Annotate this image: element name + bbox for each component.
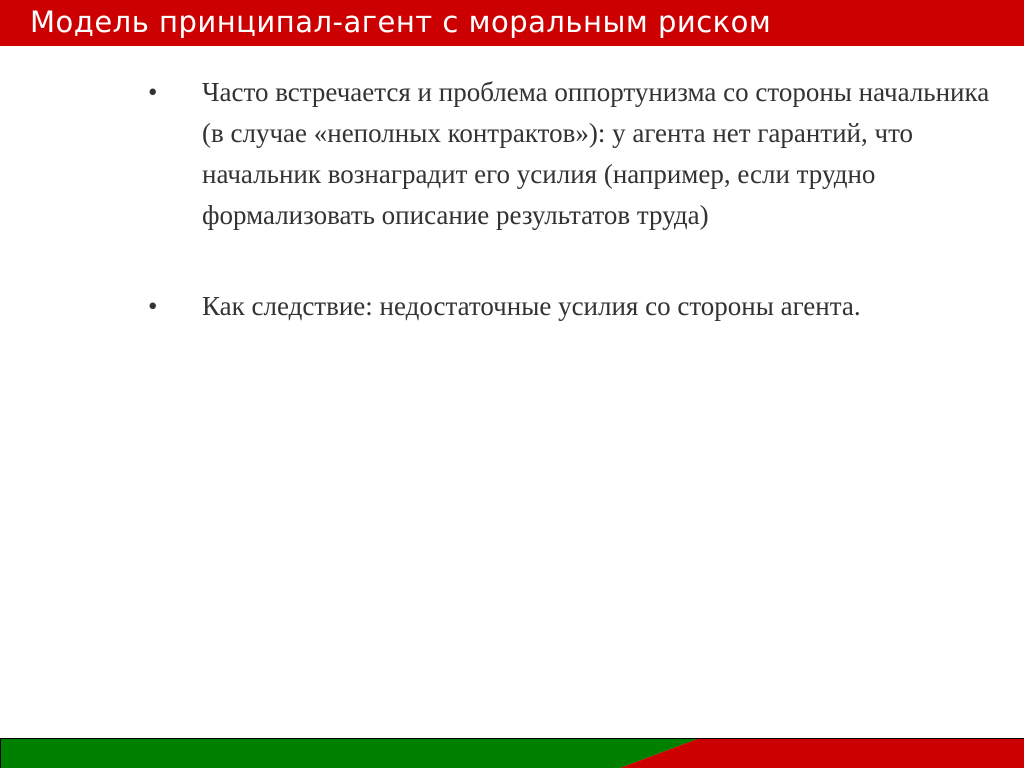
title-bar <box>0 0 1024 46</box>
slide-title: Модель принципал-агент с моральным риском <box>30 5 772 39</box>
bullet-text: Как следствие: недостаточные усилия со стороны агента. <box>202 291 861 321</box>
footer-green-band <box>0 738 700 768</box>
bullet-item <box>148 286 998 327</box>
bullet-item <box>148 72 998 236</box>
bullet-text: Часто встречается и проблема оппортунизма со стороны начальника (в случае «неполных контрактов»): у агента нет гарантий, что начальник вознаградит его усилия (например, если трудно формализовать описание результатов труда) <box>202 77 990 230</box>
footer-decoration <box>0 738 1024 768</box>
bullet-icon: • <box>148 77 158 107</box>
bullet-list <box>148 72 998 327</box>
bullet-icon: • <box>148 291 158 321</box>
